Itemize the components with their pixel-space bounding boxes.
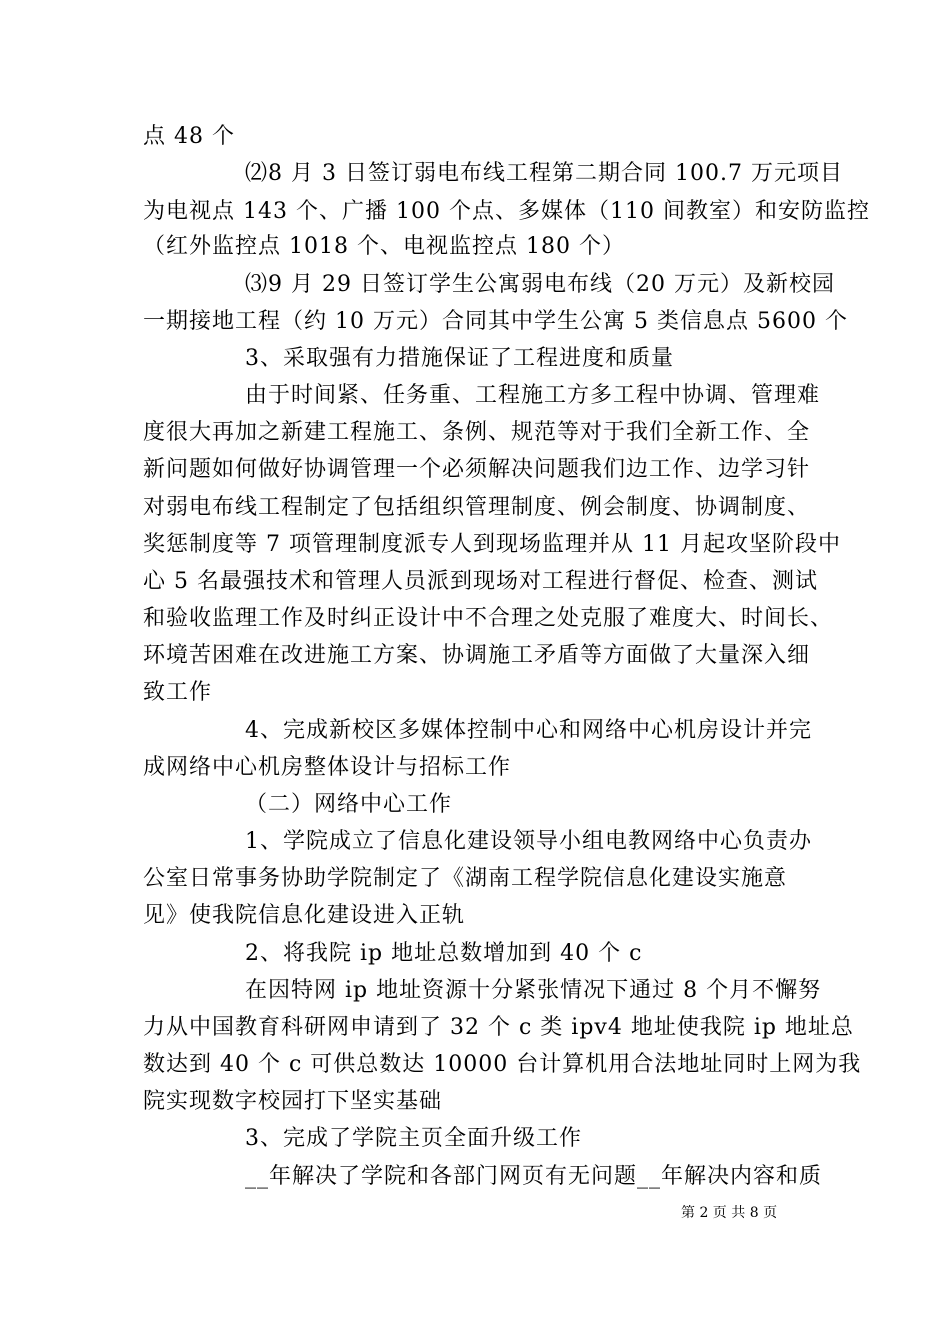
text-line: 新问题如何做好协调管理一个必须解决问题我们边工作、边学习针 (143, 457, 811, 482)
text-line: 数达到 40 个 c 可供总数达 10000 台计算机用合法地址同时上网为我 (143, 1052, 862, 1077)
text-line: 公室日常事务协助学院制定了《湖南工程学院信息化建设实施意 (143, 866, 788, 891)
text-line: 环境苦困难在改进施工方案、协调施工矛盾等方面做了大量深入细 (143, 643, 811, 668)
page-number: 第 2 页 共 8 页 (681, 1205, 778, 1221)
section-heading: （二）网络中心工作 (245, 792, 453, 817)
text-line: 为电视点 143 个、广播 100 个点、多媒体（110 间教室）和安防监控 (143, 199, 870, 224)
section-heading: 3、采取强有力措施保证了工程进度和质量 (245, 346, 674, 371)
text-line: 院实现数字校园打下坚实基础 (143, 1089, 443, 1114)
section-heading: 3、完成了学院主页全面升级工作 (245, 1126, 582, 1151)
text-line: 心 5 名最强技术和管理人员派到现场对工程进行督促、检查、测试 (143, 569, 818, 594)
text-line: 对弱电布线工程制定了包括组织管理制度、例会制度、协调制度、 (143, 495, 811, 520)
section-heading: 4、完成新校区多媒体控制中心和网络中心机房设计并完 (245, 718, 812, 743)
section-heading: 2、将我院 ip 地址总数增加到 40 个 c (245, 941, 643, 966)
text-line: 力从中国教育科研网申请到了 32 个 c 类 ipv4 地址使我院 ip 地址总 (143, 1015, 854, 1040)
text-line: ⑵8 月 3 日签订弱电布线工程第二期合同 100.7 万元项目 (245, 161, 843, 186)
text-line: __年解决了学院和各部门网页有无问题__年解决内容和质 (245, 1164, 823, 1189)
text-line: 在因特网 ip 地址资源十分紧张情况下通过 8 个月不懈努 (245, 978, 822, 1003)
text-line: 一期接地工程（约 10 万元）合同其中学生公寓 5 类信息点 5600 个 (143, 309, 848, 334)
text-line: 成网络中心机房整体设计与招标工作 (143, 755, 512, 780)
text-line: 度很大再加之新建工程施工、条例、规范等对于我们全新工作、全 (143, 420, 811, 445)
text-line: 和验收监理工作及时纠正设计中不合理之处克服了难度大、时间长、 (143, 606, 834, 631)
text-line: 奖惩制度等 7 项管理制度派专人到现场监理并从 11 月起攻坚阶段中 (143, 532, 841, 557)
text-line: ⑶9 月 29 日签订学生公寓弱电布线（20 万元）及新校园 (245, 272, 835, 297)
text-line: 由于时间紧、任务重、工程施工方多工程中协调、管理难 (245, 383, 821, 408)
text-line: 见》使我院信息化建设进入正轨 (143, 903, 466, 928)
section-heading: 1、学院成立了信息化建设领导小组电教网络中心负责办 (245, 829, 812, 854)
text-line: 致工作 (143, 680, 213, 705)
text-line: （红外监控点 1018 个、电视监控点 180 个） (143, 234, 625, 259)
text-line: 点 48 个 (143, 124, 235, 149)
